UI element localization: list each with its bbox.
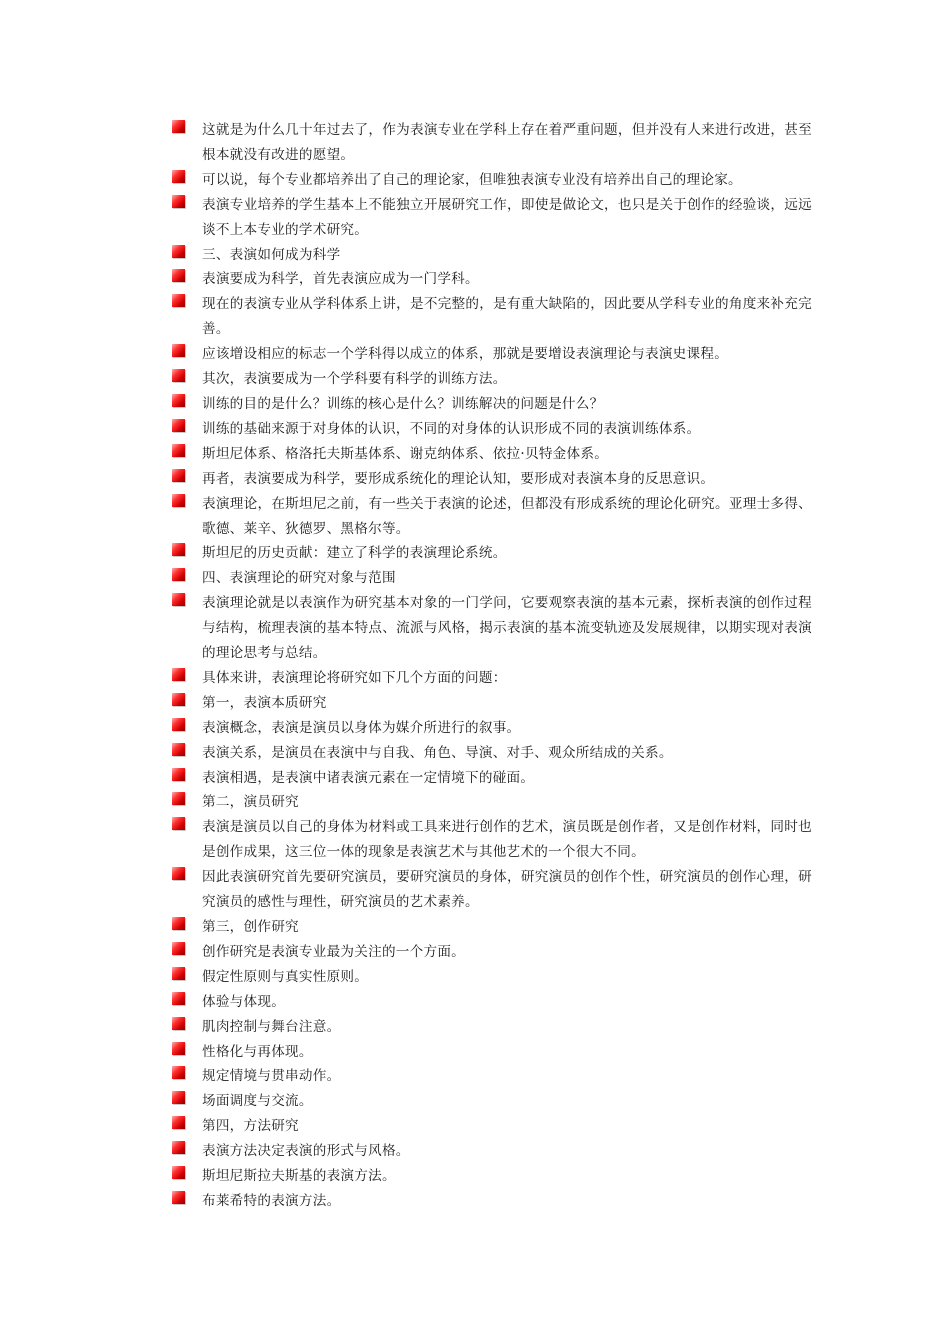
list-item-text: 现在的表演专业从学科体系上讲，是不完整的，是有重大缺陷的，因此要从学科专业的角度来补充完善。 bbox=[202, 296, 812, 338]
list-item-text: 斯坦尼体系、格洛托夫斯基体系、谢克纳体系、依拉·贝特金体系。 bbox=[202, 445, 609, 462]
list-item bbox=[172, 716, 812, 741]
list-item-text: 第三，创作研究 bbox=[202, 919, 299, 935]
list-item bbox=[172, 990, 812, 1015]
list-item-text: 规定情境与贯串动作。 bbox=[202, 1068, 341, 1085]
list-item-text: 具体来讲，表演理论将研究如下几个方面的问题： bbox=[202, 669, 507, 686]
list-item bbox=[172, 766, 812, 791]
list-item bbox=[172, 193, 812, 243]
red-square-bullet-icon bbox=[172, 792, 185, 805]
red-square-bullet-icon bbox=[172, 444, 185, 457]
list-item bbox=[172, 417, 812, 442]
list-item bbox=[172, 1064, 812, 1089]
red-square-bullet-icon bbox=[172, 269, 185, 282]
red-square-bullet-icon bbox=[172, 369, 185, 382]
list-item bbox=[172, 915, 812, 940]
list-item bbox=[172, 392, 812, 417]
list-item-text: 创作研究是表演专业最为关注的一个方面。 bbox=[202, 943, 466, 960]
list-item-text: 训练的基础来源于对身体的认识，不同的对身体的认识形成不同的表演训练体系。 bbox=[202, 420, 701, 437]
list-item bbox=[172, 865, 812, 915]
red-square-bullet-icon bbox=[172, 469, 185, 482]
red-square-bullet-icon bbox=[172, 344, 185, 357]
red-square-bullet-icon bbox=[172, 917, 185, 930]
list-item bbox=[172, 666, 812, 691]
list-item bbox=[172, 1189, 812, 1214]
red-square-bullet-icon bbox=[172, 543, 185, 556]
list-item bbox=[172, 815, 812, 865]
red-square-bullet-icon bbox=[172, 170, 185, 183]
list-item-text: 四、表演理论的研究对象与范围 bbox=[202, 570, 396, 587]
red-square-bullet-icon bbox=[172, 1166, 185, 1179]
list-item-text: 性格化与再体现。 bbox=[202, 1043, 313, 1060]
red-square-bullet-icon bbox=[172, 768, 185, 781]
list-item bbox=[172, 566, 812, 591]
red-square-bullet-icon bbox=[172, 743, 185, 756]
list-item-text: 因此表演研究首先要研究演员，要研究演员的身体，研究演员的创作个性，研究演员的创作心理，研究演员的感性与理性，研究演员的艺术素养。 bbox=[202, 869, 812, 911]
list-item-text: 表演理论就是以表演作为研究基本对象的一门学问，它要观察表演的基本元素，探析表演的创作过程与结构，梳理表演的基本特点、流派与风格，揭示表演的基本流变轨迹及发展规律，以期实现对表演的理论思考与总结。 bbox=[202, 595, 812, 662]
red-square-bullet-icon bbox=[172, 668, 185, 681]
list-item-text: 再者，表演要成为科学，要形成系统化的理论认知，要形成对表演本身的反思意识。 bbox=[202, 470, 715, 487]
list-item-text: 其次，表演要成为一个学科要有科学的训练方法。 bbox=[202, 371, 507, 388]
list-item-text: 表演理论，在斯坦尼之前，有一些关于表演的论述，但都没有形成系统的理论化研究。亚理士多得、歌德、莱辛、狄德罗、黑格尔等。 bbox=[202, 495, 812, 537]
bullet-list bbox=[172, 118, 812, 1214]
list-item bbox=[172, 940, 812, 965]
list-item bbox=[172, 1114, 812, 1139]
list-item-text: 训练的目的是什么？训练的核心是什么？训练解决的问题是什么？ bbox=[202, 395, 604, 412]
list-item-text: 第四，方法研究 bbox=[202, 1118, 299, 1135]
list-item bbox=[172, 965, 812, 990]
list-item bbox=[172, 1164, 812, 1189]
list-item-text: 表演概念，表演是演员以身体为媒介所进行的叙事。 bbox=[202, 719, 521, 736]
list-item-text: 布莱希特的表演方法。 bbox=[202, 1192, 341, 1209]
list-item-text: 这就是为什么几十年过去了，作为表演专业在学科上存在着严重问题，但并没有人来进行改进，甚至根本就没有改进的愿望。 bbox=[202, 122, 812, 163]
red-square-bullet-icon bbox=[172, 419, 185, 432]
red-square-bullet-icon bbox=[172, 992, 185, 1005]
list-item-text: 表演专业培养的学生基本上不能独立开展研究工作，即使是做论文，也只是关于创作的经验谈，远远谈不上本专业的学术研究。 bbox=[202, 196, 812, 238]
list-item-text: 场面调度与交流。 bbox=[202, 1093, 313, 1110]
list-item bbox=[172, 541, 812, 566]
red-square-bullet-icon bbox=[172, 718, 185, 731]
list-item bbox=[172, 790, 812, 815]
list-item bbox=[172, 243, 812, 268]
list-item bbox=[172, 1089, 812, 1114]
list-item bbox=[172, 267, 812, 292]
red-square-bullet-icon bbox=[172, 817, 185, 830]
list-item-text: 可以说，每个专业都培养出了自己的理论家，但唯独表演专业没有培养出自己的理论家。 bbox=[202, 171, 742, 188]
red-square-bullet-icon bbox=[172, 294, 185, 307]
red-square-bullet-icon bbox=[172, 693, 185, 706]
list-item-text: 表演方法决定表演的形式与风格。 bbox=[202, 1143, 410, 1160]
list-item-text: 斯坦尼的历史贡献：建立了科学的表演理论系统。 bbox=[202, 545, 507, 562]
list-item-text: 表演是演员以自己的身体为材料或工具来进行创作的艺术，演员既是创作者，又是创作材料，同时也是创作成果，这三位一体的现象是表演艺术与其他艺术的一个很大不同。 bbox=[202, 819, 812, 861]
list-item bbox=[172, 691, 812, 716]
red-square-bullet-icon bbox=[172, 120, 185, 133]
red-square-bullet-icon bbox=[172, 593, 185, 606]
list-item bbox=[172, 168, 812, 193]
red-square-bullet-icon bbox=[172, 1066, 185, 1079]
red-square-bullet-icon bbox=[172, 568, 185, 581]
red-square-bullet-icon bbox=[172, 1091, 185, 1104]
red-square-bullet-icon bbox=[172, 1042, 185, 1055]
red-square-bullet-icon bbox=[172, 1116, 185, 1129]
list-item-text: 假定性原则与真实性原则。 bbox=[202, 968, 369, 985]
red-square-bullet-icon bbox=[172, 1191, 185, 1204]
red-square-bullet-icon bbox=[172, 195, 185, 208]
red-square-bullet-icon bbox=[172, 967, 185, 980]
list-item bbox=[172, 1139, 812, 1164]
list-item-text: 第一，表演本质研究 bbox=[202, 694, 327, 711]
red-square-bullet-icon bbox=[172, 245, 185, 258]
red-square-bullet-icon bbox=[172, 494, 185, 507]
red-square-bullet-icon bbox=[172, 394, 185, 407]
list-item bbox=[172, 591, 812, 666]
list-item bbox=[172, 741, 812, 766]
list-item-text: 斯坦尼斯拉夫斯基的表演方法。 bbox=[202, 1168, 396, 1185]
list-item bbox=[172, 467, 812, 492]
red-square-bullet-icon bbox=[172, 867, 185, 880]
list-item-text: 三、表演如何成为科学 bbox=[202, 246, 341, 263]
list-item-text: 第二，演员研究 bbox=[202, 794, 299, 811]
list-item bbox=[172, 1040, 812, 1065]
list-item-text: 应该增设相应的标志一个学科得以成立的体系，那就是要增设表演理论与表演史课程。 bbox=[202, 346, 729, 363]
list-item bbox=[172, 342, 812, 367]
list-item bbox=[172, 118, 812, 168]
list-item-text: 体验与体现。 bbox=[202, 993, 286, 1010]
list-item bbox=[172, 292, 812, 342]
list-item-text: 肌肉控制与舞台注意。 bbox=[202, 1018, 341, 1035]
red-square-bullet-icon bbox=[172, 1141, 185, 1154]
list-item-text: 表演相遇，是表演中诸表演元素在一定情境下的碰面。 bbox=[202, 769, 535, 786]
list-item bbox=[172, 367, 812, 392]
list-item bbox=[172, 442, 812, 467]
list-item-text: 表演关系，是演员在表演中与自我、角色、导演、对手、观众所结成的关系。 bbox=[202, 744, 673, 761]
red-square-bullet-icon bbox=[172, 942, 185, 955]
list-item bbox=[172, 492, 812, 542]
list-item bbox=[172, 1015, 812, 1040]
red-square-bullet-icon bbox=[172, 1017, 185, 1030]
list-item-text: 表演要成为科学，首先表演应成为一门学科。 bbox=[202, 271, 479, 288]
